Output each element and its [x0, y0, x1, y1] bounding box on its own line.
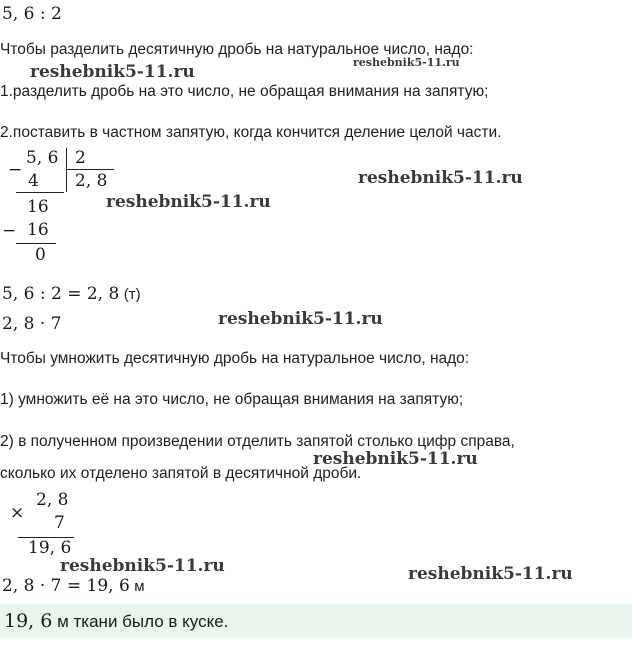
answer-text: м ткани было в куске.	[57, 612, 229, 631]
times-sign: ×	[10, 503, 25, 523]
division-result-expression: 5, 6 : 2 = 2, 8	[2, 284, 120, 304]
multiplication-rule-step2-line2: сколько их отделено запятой в десятичной дроби.	[0, 465, 362, 482]
multiplication-rule-step2-line1: 2) в полученном произведении отделить запятой столько цифр справа,	[0, 433, 515, 450]
minus-sign-2: −	[2, 221, 17, 241]
division-result-unit: (т)	[123, 286, 141, 303]
division-rule-step1: 1.разделить дробь на это число, не обращая внимания на запятую;	[0, 83, 489, 100]
first-subtraction-line	[16, 192, 64, 193]
multiplication-rule-step1: 1) умножить её на это число, не обращая внимания на запятую;	[0, 391, 464, 408]
answer-value: 19, 6	[4, 610, 53, 632]
watermark: reshebnik5-11.ru	[30, 62, 195, 82]
division-rule-intro: Чтобы разделить десятичную дробь на натуральное число, надо:	[0, 41, 474, 58]
multiplication-result	[2, 576, 145, 596]
problem-expression: 5, 6 : 2	[2, 4, 62, 24]
multiplicand: 2, 8	[36, 490, 69, 510]
watermark: reshebnik5-11.ru	[353, 56, 460, 69]
product: 19, 6	[28, 538, 72, 558]
dividend: 5, 6	[26, 148, 59, 168]
watermark: reshebnik5-11.ru	[218, 309, 383, 329]
division-result	[2, 284, 141, 304]
multiplication-expression: 2, 8 · 7	[2, 314, 62, 334]
remainder-line: 16	[27, 197, 49, 217]
first-subtrahend: 4	[28, 171, 39, 191]
watermark: reshebnik5-11.ru	[358, 168, 523, 188]
quotient: 2, 8	[75, 171, 108, 191]
second-subtrahend: 16	[27, 220, 49, 240]
watermark: reshebnik5-11.ru	[313, 449, 478, 469]
watermark: reshebnik5-11.ru	[60, 556, 225, 576]
watermark: reshebnik5-11.ru	[408, 564, 573, 584]
division-bar-vertical	[66, 148, 67, 192]
minus-sign: −	[8, 160, 23, 180]
second-subtraction-line	[16, 243, 56, 244]
multiplication-result-unit: м	[134, 578, 145, 595]
divisor: 2	[75, 148, 86, 168]
multiplication-rule-intro: Чтобы умножить десятичную дробь на натуральное число, надо:	[0, 350, 470, 367]
final-remainder: 0	[35, 245, 46, 265]
watermark: reshebnik5-11.ru	[106, 192, 271, 212]
multiplier: 7	[54, 513, 65, 533]
divisor-underline	[66, 169, 114, 170]
division-rule-step2: 2.поставить в частном запятую, когда кончится деление целой части.	[0, 124, 502, 141]
multiplication-result-expression: 2, 8 · 7 = 19, 6	[2, 576, 130, 596]
answer	[4, 610, 228, 632]
